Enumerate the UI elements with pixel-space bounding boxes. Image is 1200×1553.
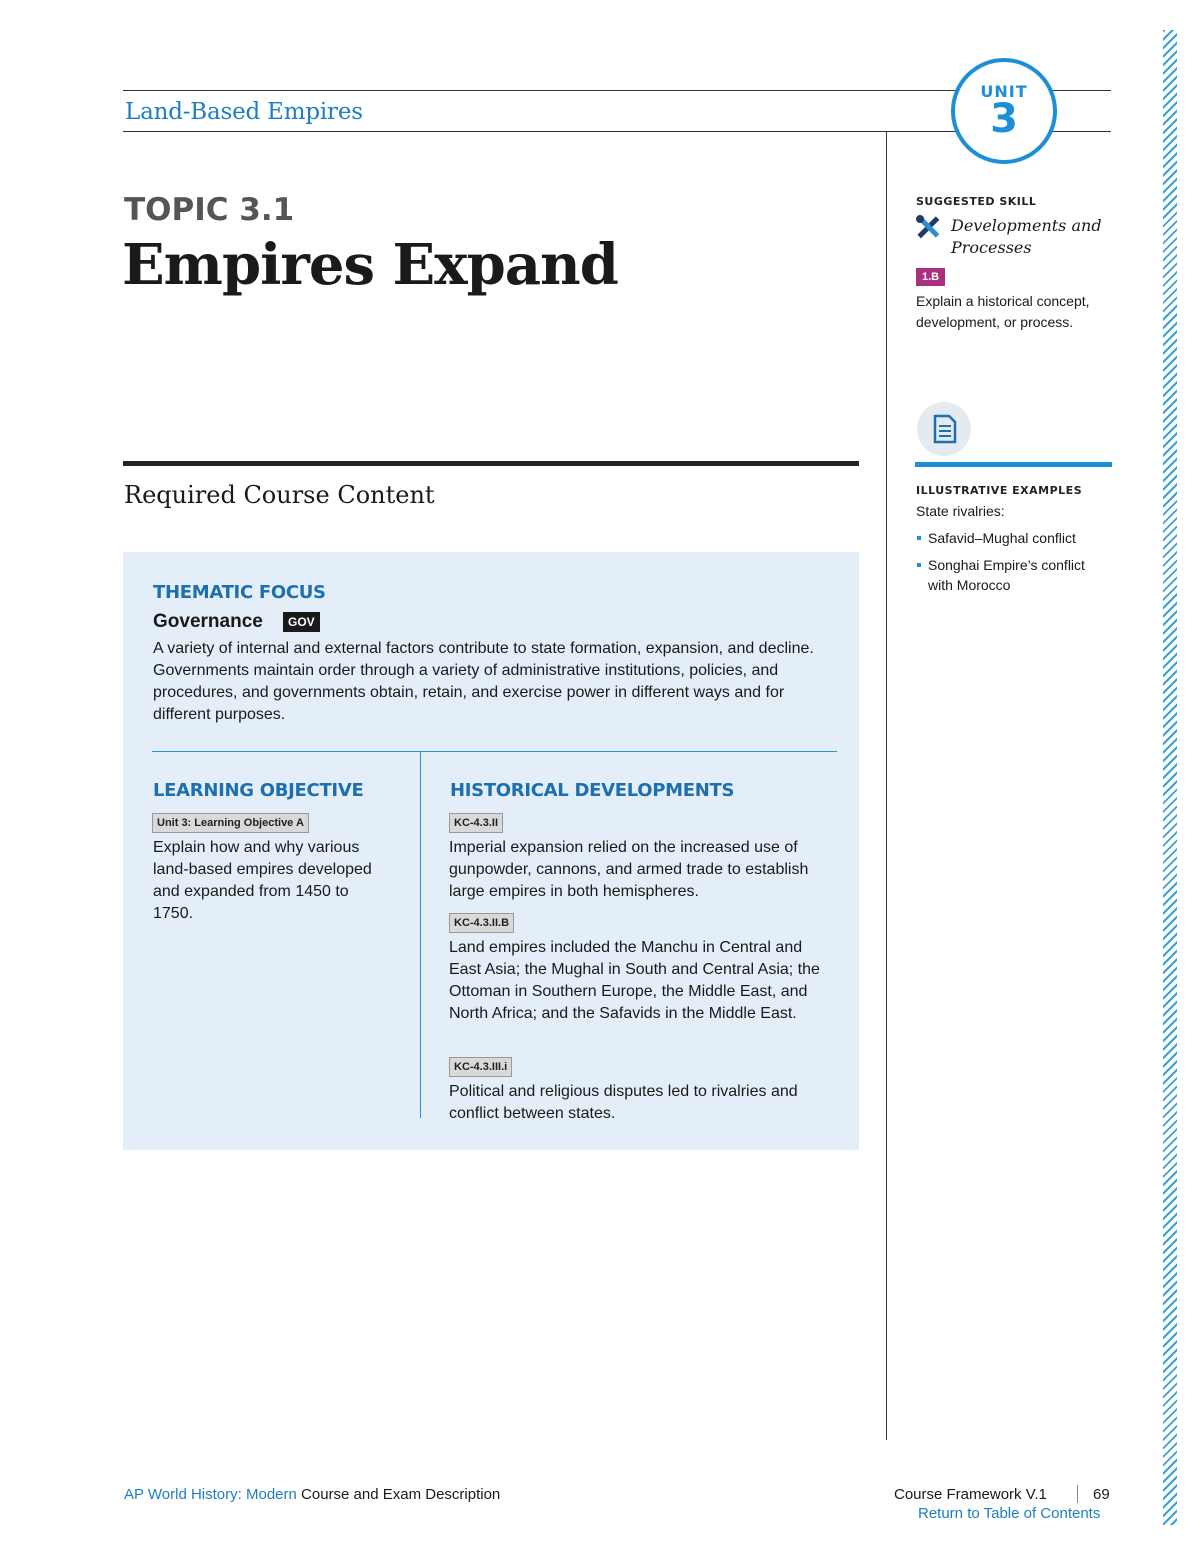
document-icon	[917, 402, 971, 456]
theme-tag: GOV	[283, 612, 320, 632]
box-divider-horizontal	[152, 751, 837, 752]
skill-code-tag: 1.B	[916, 268, 945, 286]
historical-developments-heading: HISTORICAL DEVELOPMENTS	[450, 780, 735, 801]
learning-objective-text: Explain how and why various land-based empires developed and expanded from 1450 to 1750.	[153, 839, 372, 922]
page-number: 69	[1093, 1486, 1110, 1503]
skill-name: Developments and Processes	[951, 216, 1102, 257]
required-content-heading: Required Course Content	[124, 481, 435, 509]
unit-label: UNIT	[980, 82, 1028, 101]
footer-doc: Course and Exam Description	[301, 1486, 501, 1503]
learning-objective-heading: LEARNING OBJECTIVE	[153, 780, 364, 801]
list-item: Songhai Empire’s conflict with Morocco	[928, 555, 1098, 595]
unit-title: Land-Based Empires	[125, 99, 363, 125]
skill-description: Explain a historical concept, development, or process.	[916, 293, 1090, 330]
unit-number: 3	[990, 96, 1018, 142]
box-divider-vertical	[420, 752, 421, 1118]
kc-code-tag: KC-4.3.II	[449, 813, 503, 833]
illustrative-rule	[915, 462, 1112, 467]
document-icon-badge	[917, 402, 971, 456]
decorative-zigzag-strip	[1163, 30, 1177, 1525]
footer-separator	[1077, 1485, 1078, 1503]
kc-code-tag: KC-4.3.II.B	[449, 913, 514, 933]
footer-course	[124, 1486, 500, 1503]
tools-icon	[915, 214, 941, 240]
return-to-toc-link[interactable]: Return to Table of Contents	[918, 1505, 1101, 1522]
footer-brand: AP World History: Modern	[124, 1486, 297, 1503]
thematic-focus-heading: THEMATIC FOCUS	[153, 582, 326, 603]
list-item: Safavid–Mughal conflict	[928, 528, 1113, 548]
topic-label: TOPIC 3.1	[124, 192, 295, 228]
section-rule	[123, 461, 859, 466]
suggested-skill-caption: SUGGESTED SKILL	[916, 195, 1037, 208]
theme-name: Governance	[153, 611, 263, 632]
unit-badge	[951, 58, 1057, 164]
kc-code-tag: KC-4.3.III.i	[449, 1057, 512, 1077]
historical-development-text: Imperial expansion relied on the increased use of gunpowder, cannons, and armed trade to establish large empires in both hemispheres.	[449, 839, 809, 900]
footer-section: Course Framework V.1	[894, 1486, 1047, 1503]
learning-objective-tag: Unit 3: Learning Objective A	[152, 813, 309, 833]
sidebar-divider	[886, 131, 887, 1440]
illustrative-intro: State rivalries:	[916, 503, 1005, 519]
historical-development-text: Land empires included the Manchu in Central and East Asia; the Mughal in South and Central Asia; the Ottoman in Southern Europe, the Middle East, and North Africa; and the Safavids in the Middle East.	[449, 939, 820, 1022]
topic-title: Empires Expand	[122, 232, 618, 298]
theme-description: A variety of internal and external factors contribute to state formation, expansion, and decline. Governments maintain order through a variety of administrative institutions, policies, and procedures, and governments obtain, retain, and exercise power in different ways and for different purposes.	[153, 640, 814, 723]
historical-development-text: Political and religious disputes led to rivalries and conflict between states.	[449, 1083, 798, 1122]
illustrative-examples-caption: ILLUSTRATIVE EXAMPLES	[916, 484, 1083, 497]
